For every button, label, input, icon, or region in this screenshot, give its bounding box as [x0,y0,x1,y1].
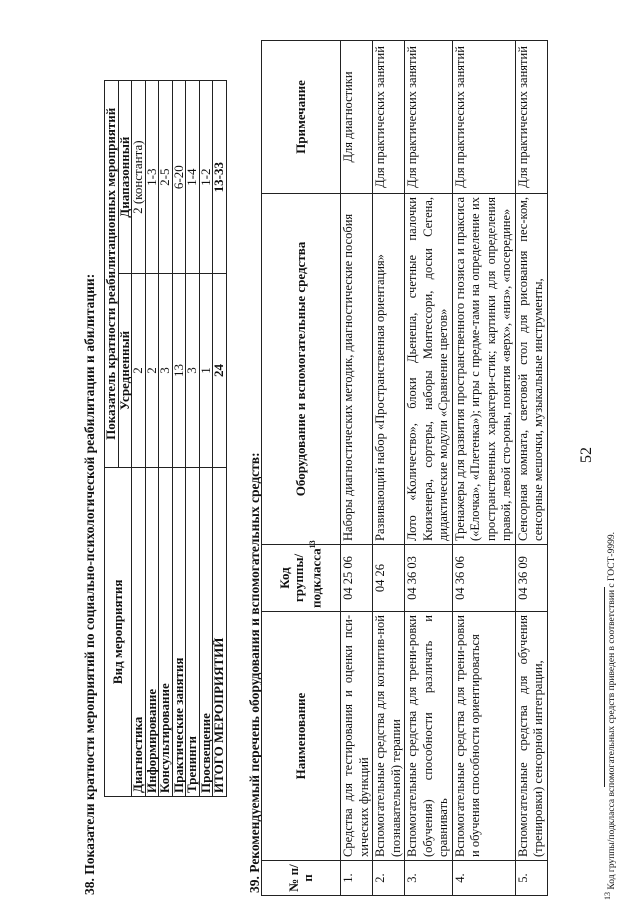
row-code: 04 36 09 [515,545,547,612]
row-code: 04 25 06 [341,545,373,612]
row-number: 2. [373,861,405,896]
col-range-header: Диапазонный [118,81,132,274]
avg-value: 1 [199,274,213,467]
row-name: Вспомогательные средства для когнитив-ной (познавательной) терапии [373,612,405,861]
row-name: Вспомогательные средства для обучения (тренировки) сенсорной интеграции, [515,612,547,861]
table-header-row [262,41,341,896]
row-name: Вспомогательные средства для трени-ровки (обучения) способности различать и сравнивать [405,612,453,861]
row-note: Для практических занятий [515,41,547,194]
footnote [603,532,617,900]
col-activity-header: Вид мероприятия [105,467,132,796]
row-note: Для диагностики [341,41,373,194]
total-range: 13-33 [213,81,227,274]
table-row [132,81,146,797]
row-number: 3. [405,861,453,896]
total-row [213,81,227,797]
row-equipment: Развивающий набор «Пространственная ориентация» [373,194,405,545]
avg-value: 3 [186,274,200,467]
col-note-header: Примечание [262,41,341,194]
activity-name: Консультирование [159,467,173,796]
range-value: 1-4 [186,81,200,274]
row-code: 04 36 03 [405,545,453,612]
range-value: 1-3 [145,81,159,274]
row-number: 4. [452,861,515,896]
table-header-row [105,81,119,797]
row-name: Вспомогательные средства для трени-ровки и обучения способности ориентироваться [452,612,515,861]
activity-name: Просвещение [199,467,213,796]
avg-value: 3 [159,274,173,467]
row-code: 04 36 06 [452,545,515,612]
activity-name: Тренинги [186,467,200,796]
table-row [172,81,186,797]
table-row [373,41,405,896]
col-group-header: Показатель кратности реабилитационных мероприятий [105,81,119,468]
col-avg-header: Усредненный [118,274,132,467]
table-row [452,41,515,896]
total-avg: 24 [213,274,227,467]
table-row [515,41,547,896]
table-row [159,81,173,797]
total-label: ИТОГО МЕРОПРИЯТИЙ [213,467,227,796]
col-name-header: Наименование [262,612,341,861]
page-number: 52 [578,447,595,463]
row-number: 5. [515,861,547,896]
row-note: Для практических занятий [373,41,405,194]
activity-name: Диагностика [132,467,146,796]
row-number: 1. [341,861,373,896]
avg-value: 13 [172,274,186,467]
footnote-text: Код группы/подкласса вспомогательных средств приведен в соответствии с ГОСТ-9999. [607,532,618,890]
activity-name: Информирование [145,467,159,796]
multiplicity-table [104,80,227,797]
avg-value: 2 [132,274,146,467]
range-value: 2-5 [159,81,173,274]
avg-value: 2 [145,274,159,467]
range-value: 6-20 [172,81,186,274]
footnote-ref: 13 [308,540,318,549]
row-note: Для практических занятий [405,41,453,194]
range-value: 2 (константа) [132,81,146,274]
footnote-mark: 13 [603,892,612,900]
row-note: Для практических занятий [452,41,515,194]
table-row [341,41,373,896]
row-equipment: Лото «Количество», блоки Дьенеша, счетные палочки Кюизенера, сортеры, наборы Монтессори, доски Сегена, дидактические модули «Сравнение цветов» [405,194,453,545]
table-row [405,41,453,896]
table-row [186,81,200,797]
row-name: Средства для тестирования и оценки пси-хических функций [341,612,373,861]
activity-name: Практические занятия [172,467,186,796]
row-equipment: Тренажеры для развития пространственного гнозиса и праксиса («Елочка», «Плетенка»); игры с предме-тами на определение их пространственных характери-стик; картинки для определения правой, левой сто-роны, понятия «верх», «низ», «посередине» [452,194,515,545]
col-equipment-header: Оборудование и вспомогательные средства [262,194,341,545]
row-equipment: Сенсорная комната, световой стол для рисования пес-ком, сенсорные мешочки, музыкальные инструменты, [515,194,547,545]
equipment-table [261,40,548,896]
section-38-title: 38. Показатели кратности мероприятий по социально-психологической реабилитации и абилитации: [82,273,97,895]
col-code-header [262,540,341,612]
row-equipment: Наборы диагностических методик, диагностические пособия [341,194,373,545]
section-39-title: 39. Рекомендуемый перечень оборудования и вспомогательных средств: [247,452,262,893]
range-value: 1-2 [199,81,213,274]
col-code-label: Код группы/ подкласса [277,548,324,608]
col-num-header: № п/п [262,861,341,896]
row-code: 04 26 [373,545,405,612]
